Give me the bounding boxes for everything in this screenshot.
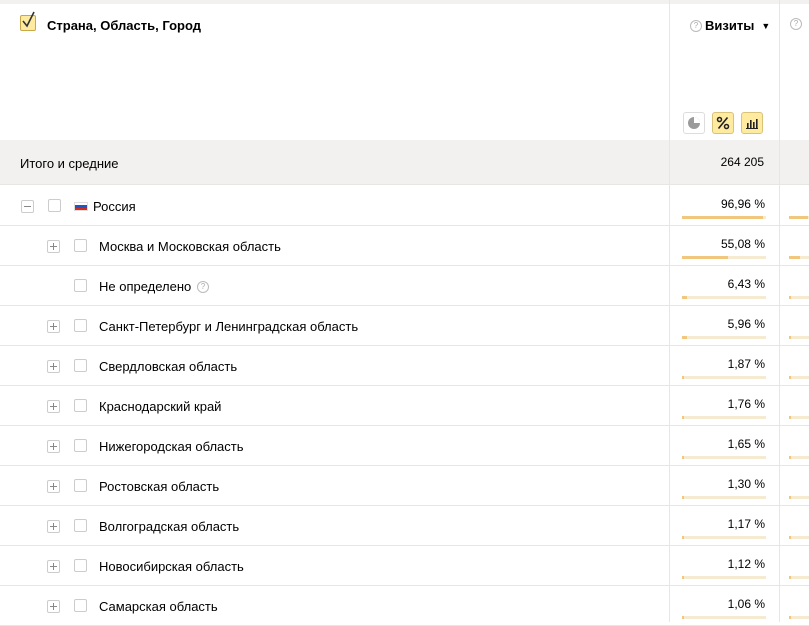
share-bar-fill	[682, 456, 684, 459]
table-row[interactable]	[0, 186, 809, 226]
table-row[interactable]	[0, 226, 809, 266]
share-bar	[682, 496, 766, 499]
share-bar-fill	[682, 336, 687, 339]
row-checkbox[interactable]	[74, 279, 87, 292]
table-row[interactable]	[0, 266, 809, 306]
next-column-bar	[789, 576, 809, 579]
share-bar-fill	[682, 416, 684, 419]
visits-share-value: 6,43 %	[727, 277, 765, 291]
totals-value: 264 205	[720, 155, 764, 169]
share-bar	[682, 376, 766, 379]
table-row[interactable]	[0, 426, 809, 466]
visits-share-value: 96,96 %	[720, 197, 765, 211]
next-column-bar	[789, 336, 809, 339]
share-bar	[682, 416, 766, 419]
visits-column-header[interactable]	[690, 18, 770, 33]
next-column-bar-fill	[789, 416, 791, 419]
next-column-bar	[789, 376, 809, 379]
expand-icon[interactable]	[47, 600, 60, 613]
table-row[interactable]	[0, 386, 809, 426]
row-checkbox[interactable]	[74, 359, 87, 372]
next-column-header[interactable]	[790, 18, 802, 30]
next-column-bar-fill	[789, 496, 791, 499]
expand-icon[interactable]	[47, 440, 60, 453]
sort-desc-icon[interactable]: ▼	[761, 20, 771, 31]
row-label[interactable]: Волгоградская область	[99, 519, 240, 534]
row-checkbox[interactable]	[74, 319, 87, 332]
visits-label[interactable]: Визиты	[705, 18, 755, 33]
row-label[interactable]: Санкт-Петербург и Ленинградская область	[99, 319, 359, 334]
percent-button[interactable]	[712, 112, 734, 134]
pie-chart-icon	[687, 116, 701, 130]
next-column-bar-fill	[789, 216, 808, 219]
percent-icon	[716, 116, 730, 130]
next-column-bar	[789, 496, 809, 499]
expand-icon[interactable]	[47, 240, 60, 253]
totals-label: Итого и средние	[20, 156, 119, 171]
row-checkbox[interactable]	[74, 479, 87, 492]
collapse-icon[interactable]	[21, 200, 34, 213]
next-column-bar-fill	[789, 616, 791, 619]
row-checkbox[interactable]	[74, 519, 87, 532]
next-column-bar	[789, 536, 809, 539]
row-checkbox[interactable]	[74, 399, 87, 412]
visits-share-value: 1,30 %	[727, 477, 765, 491]
expand-icon[interactable]	[47, 320, 60, 333]
table-row[interactable]	[0, 466, 809, 506]
expand-icon[interactable]	[47, 520, 60, 533]
row-checkbox[interactable]	[74, 239, 87, 252]
row-label[interactable]: Новосибирская область	[99, 559, 244, 574]
next-column-bar-fill	[789, 456, 791, 459]
share-bar	[682, 576, 766, 579]
share-bar-fill	[682, 216, 763, 219]
column-divider	[669, 0, 670, 622]
help-icon[interactable]: ?	[690, 20, 702, 32]
column-divider	[779, 0, 780, 622]
share-bar-fill	[682, 296, 687, 299]
bar-chart-button[interactable]	[741, 112, 763, 134]
bar-chart-icon	[745, 116, 759, 130]
next-column-bar	[789, 416, 809, 419]
table-row[interactable]	[0, 346, 809, 386]
share-bar	[682, 536, 766, 539]
next-column-bar	[789, 296, 809, 299]
table-header	[0, 4, 809, 140]
table-row[interactable]	[0, 306, 809, 346]
dimension-title[interactable]: Страна, Область, Город	[47, 18, 201, 33]
visits-share-value: 1,76 %	[727, 397, 765, 411]
share-bar	[682, 216, 766, 219]
share-bar	[682, 456, 766, 459]
next-column-bar	[789, 216, 809, 219]
next-column-bar-fill	[789, 336, 791, 339]
row-label[interactable]: Краснодарский край	[99, 399, 222, 414]
totals-row	[0, 140, 809, 185]
row-checkbox[interactable]	[74, 599, 87, 612]
next-column-bar-fill	[789, 296, 791, 299]
visits-share-value: 55,08 %	[720, 237, 765, 251]
share-bar-fill	[682, 536, 684, 539]
share-bar-fill	[682, 376, 684, 379]
row-label[interactable]: Россия	[93, 199, 136, 214]
share-bar	[682, 336, 766, 339]
expand-icon[interactable]	[47, 560, 60, 573]
next-column-bar-fill	[789, 576, 791, 579]
row-label[interactable]: Нижегородская область	[99, 439, 244, 454]
russia-flag-icon	[74, 202, 88, 211]
table-row[interactable]	[0, 586, 809, 626]
row-checkbox[interactable]	[48, 199, 61, 212]
next-column-bar	[789, 616, 809, 619]
share-bar	[682, 296, 766, 299]
next-column-bar-fill	[789, 376, 791, 379]
next-column-bar	[789, 256, 809, 259]
share-bar-fill	[682, 616, 684, 619]
expand-icon[interactable]	[47, 480, 60, 493]
next-column-bar	[789, 456, 809, 459]
visits-share-value: 1,65 %	[727, 437, 765, 451]
visits-share-value: 1,12 %	[727, 557, 765, 571]
share-bar-fill	[682, 256, 728, 259]
share-bar-fill	[682, 496, 684, 499]
next-column-bar-fill	[789, 536, 791, 539]
row-label[interactable]: Не определено	[99, 279, 192, 294]
row-label[interactable]: Москва и Московская область	[99, 239, 281, 254]
visits-share-value: 5,96 %	[727, 317, 765, 331]
row-checkbox[interactable]	[74, 439, 87, 452]
expand-icon[interactable]	[47, 400, 60, 413]
expand-icon[interactable]	[47, 360, 60, 373]
row-label[interactable]: Свердловская область	[99, 359, 238, 374]
visits-share-value: 1,87 %	[727, 357, 765, 371]
visits-share-value: 1,06 %	[727, 597, 765, 611]
share-bar	[682, 616, 766, 619]
row-label[interactable]: Самарская область	[99, 599, 218, 614]
row-label[interactable]: Ростовская область	[99, 479, 220, 494]
select-all-checkbox[interactable]	[20, 15, 36, 31]
table-row[interactable]	[0, 546, 809, 586]
next-column-bar-fill	[789, 256, 800, 259]
help-icon[interactable]: ?	[790, 18, 802, 30]
pie-chart-button[interactable]	[683, 112, 705, 134]
checkmark-icon	[20, 11, 36, 29]
row-checkbox[interactable]	[74, 559, 87, 572]
help-icon[interactable]: ?	[197, 281, 209, 293]
share-bar-fill	[682, 576, 684, 579]
visits-share-value: 1,17 %	[727, 517, 765, 531]
share-bar	[682, 256, 766, 259]
table-row[interactable]	[0, 506, 809, 546]
